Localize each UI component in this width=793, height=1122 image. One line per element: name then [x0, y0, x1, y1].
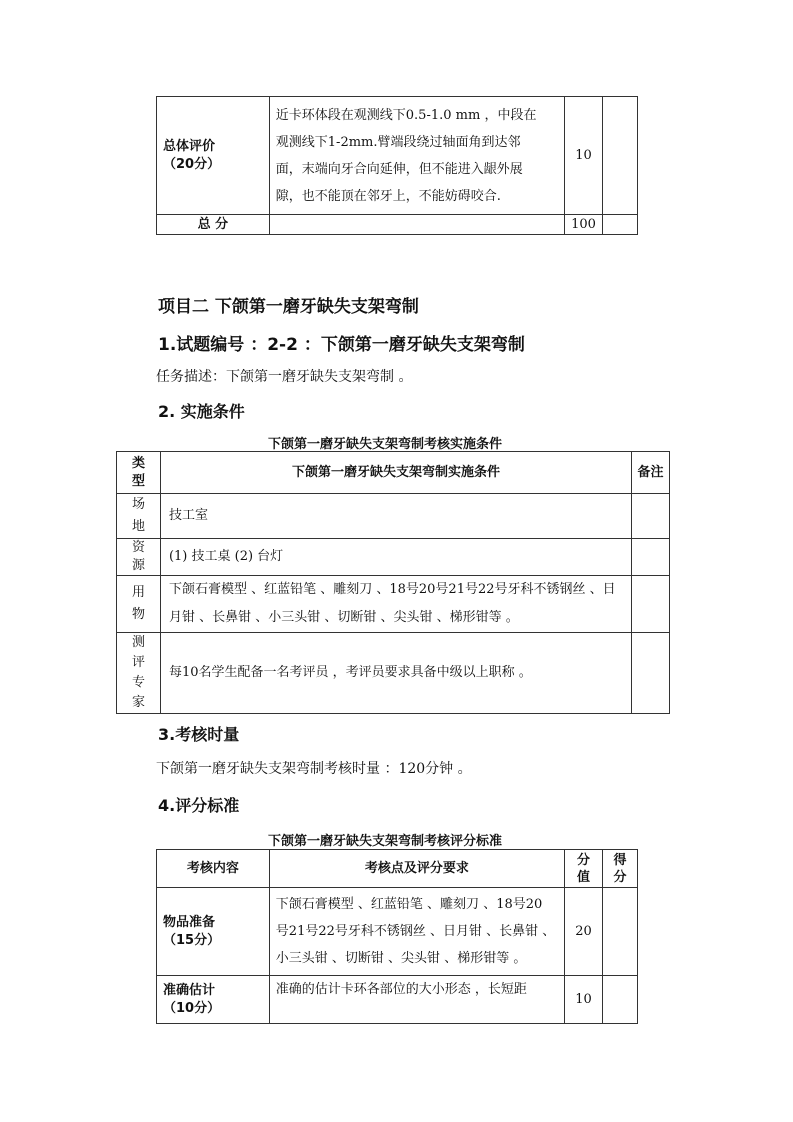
requirements-cell: [269, 888, 564, 976]
header-score-line: 得: [613, 852, 627, 868]
criteria-label: 准确估计: [163, 982, 216, 998]
requirement-line: 准确的估计卡环各部位的大小形态 ，长短距: [275, 982, 527, 997]
row-notes: [632, 539, 670, 576]
section-4-title: 4.评分标准: [158, 796, 240, 815]
requirement-line: 观测线下1-2mm.臂端段绕过轴面角到达邻: [275, 134, 521, 150]
row-type: [117, 494, 161, 539]
row-notes: [632, 494, 670, 539]
criteria-cell: [157, 97, 270, 215]
criteria-points: （15分）: [163, 932, 221, 948]
row-content: [160, 576, 631, 633]
earned-score: [603, 976, 638, 1024]
requirements-cell: [269, 976, 564, 1024]
project-title: 项目二 下颌第一磨牙缺失支架弯制: [158, 297, 419, 317]
header-score-line: 分: [613, 869, 627, 885]
header-points: 考核点及评分要求: [269, 850, 564, 888]
row-notes: [632, 576, 670, 633]
time-text: 下颌第一磨牙缺失支架弯制考核时量 ：120分钟 。: [156, 761, 472, 777]
row-type-line: 地: [131, 519, 145, 534]
row-type-line: 物: [131, 607, 145, 622]
total-label: 总 分: [157, 215, 270, 235]
score-table-top: [156, 96, 638, 235]
row-type: [117, 576, 161, 633]
row-content: 每10名学生配备一名考评员 ，考评员要求具备中级以上职称 。: [160, 633, 631, 714]
row-content-line: 月钳 、长鼻钳 、小三头钳 、切断钳 、尖头钳 、梯形钳等 。: [168, 610, 519, 625]
criteria-points: （10分）: [163, 1000, 221, 1016]
row-type-line: 家: [131, 695, 145, 710]
section-1-title: 1.试题编号 ：2-2 ：下颌第一磨牙缺失支架弯制: [158, 335, 525, 355]
header-type-line: 类: [131, 455, 145, 471]
table-header-row: [117, 452, 670, 494]
header-type: [117, 452, 161, 494]
row-type-line: 测: [131, 635, 145, 650]
header-value-line: 值: [577, 869, 591, 885]
table-caption: 下颌第一磨牙缺失支架弯制考核评分标准: [268, 834, 503, 849]
requirement-line: 面，末端向牙合向延伸，但不能进入龈外展: [275, 161, 523, 177]
criteria-points: （20分）: [163, 156, 221, 172]
table-header-row: [157, 850, 638, 888]
conditions-table: [116, 451, 670, 714]
row-type-line: 用: [131, 585, 145, 600]
table-row: [157, 888, 638, 976]
requirements-cell: [269, 97, 564, 215]
task-description: 任务描述：下颌第一磨牙缺失支架弯制 。: [156, 369, 413, 385]
table-caption: 下颌第一磨牙缺失支架弯制考核实施条件: [268, 437, 503, 452]
table-row: [117, 494, 670, 539]
table-row: [157, 97, 638, 215]
requirement-line: 近卡环体段在观测线下0.5-1.0 mm ，中段在: [275, 107, 537, 123]
row-type: [117, 633, 161, 714]
empty-cell: [603, 215, 638, 235]
earned-score: [603, 97, 638, 215]
empty-cell: [269, 215, 564, 235]
header-score: [603, 850, 638, 888]
scoring-table: [156, 849, 638, 1024]
row-type-line: 专: [131, 675, 145, 690]
row-type-line: 场: [131, 497, 145, 512]
row-notes: [632, 633, 670, 714]
requirement-line: 号21号22号牙科不锈钢丝 、日月钳 、长鼻钳 、: [275, 924, 556, 939]
criteria-label: 总体评价: [163, 138, 216, 154]
requirement-line: 隙，也不能顶在邻牙上，不能妨碍咬合.: [275, 188, 501, 204]
section-3-title: 3.考核时量: [158, 725, 240, 744]
header-conditions: 下颌第一磨牙缺失支架弯制实施条件: [160, 452, 631, 494]
table-row: [157, 976, 638, 1024]
criteria-cell: [157, 976, 270, 1024]
table-row: [117, 576, 670, 633]
header-notes: 备注: [632, 452, 670, 494]
score-value: 10: [565, 97, 603, 215]
header-type-line: 型: [131, 473, 145, 489]
earned-score: [603, 888, 638, 976]
row-type-line: 资: [131, 540, 145, 555]
score-value: 20: [565, 888, 603, 976]
table-row: [117, 539, 670, 576]
header-value-line: 分: [577, 852, 591, 868]
table-row: [157, 215, 638, 235]
total-score: 100: [565, 215, 603, 235]
criteria-cell: [157, 888, 270, 976]
requirement-line: 小三头钳 、切断钳 、尖头钳 、梯形钳等 。: [275, 951, 527, 966]
row-type: [117, 539, 161, 576]
row-content-line: 下颌石膏模型 、红蓝铅笔 、雕刻刀 、18号20号21号22号牙科不锈钢丝 、日: [168, 582, 616, 597]
section-2-title: 2. 实施条件: [158, 402, 245, 421]
row-content: 技工室: [160, 494, 631, 539]
score-value: 10: [565, 976, 603, 1024]
row-content: (1) 技工桌 (2) 台灯: [160, 539, 631, 576]
requirement-line: 下颌石膏模型 、红蓝铅笔 、雕刻刀 、18号20: [275, 897, 543, 912]
row-type-line: 评: [131, 655, 145, 670]
header-value: [565, 850, 603, 888]
row-type-line: 源: [131, 558, 145, 573]
table-row: [117, 633, 670, 714]
header-content: 考核内容: [157, 850, 270, 888]
criteria-label: 物品准备: [163, 914, 216, 930]
